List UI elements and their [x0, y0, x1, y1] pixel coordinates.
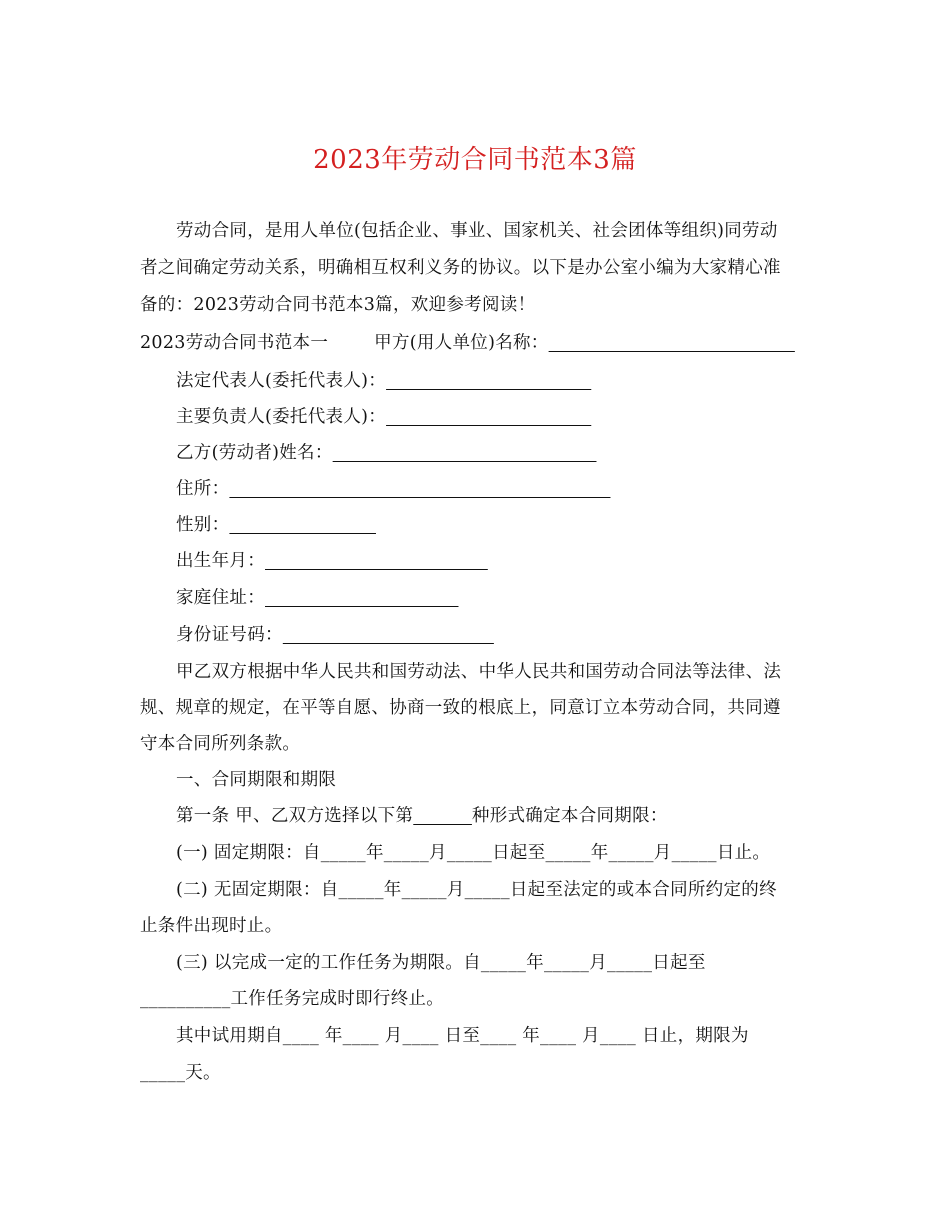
agreement-line: 规、规章的规定，在平等自愿、协商一致的根底上，同意订立本劳动合同，共同遵 [140, 698, 781, 718]
article-text: 第一条 甲、乙双方选择以下第 [176, 806, 414, 826]
option-line: (三) 以完成一定的工作任务为期限。自_____年_____月_____日起至 [176, 953, 706, 973]
chapter-heading: 一、合同期限和期限 [176, 770, 337, 790]
form-field [176, 512, 376, 538]
section-heading: 2023劳动合同书范本一 [140, 333, 329, 353]
form-field [176, 622, 494, 648]
field-blank [265, 588, 458, 608]
field-blank [229, 479, 610, 499]
field-blank [386, 371, 591, 391]
option-line: (一) 固定期限：自_____年_____月_____日起至_____年_____月_____日止。 [176, 843, 771, 863]
intro-line: 者之间确定劳动关系，明确相互权利义务的协议。以下是办公室小编为大家精心准 [140, 258, 781, 278]
article-blank [413, 806, 472, 826]
party-a-blank [549, 333, 795, 353]
form-field [176, 585, 458, 611]
field-label: 乙方(劳动者)姓名： [176, 443, 333, 463]
field-label: 家庭住址： [176, 588, 265, 608]
article-text: 种形式确定本合同期限： [471, 806, 668, 826]
probation-line: _____天。 [140, 1063, 221, 1083]
field-blank [265, 551, 488, 571]
field-label: 出生年月： [176, 551, 265, 571]
agreement-line: 甲乙双方根据中华人民共和国劳动法、中华人民共和国劳动合同法等法律、法 [176, 662, 782, 682]
option-line: 止条件出现时止。 [140, 916, 283, 936]
form-field [176, 404, 591, 430]
field-label: 性别： [176, 515, 230, 535]
probation-line: 其中试用期自____ 年____ 月____ 日至____ 年____ 月____ 日止，期限为 [176, 1026, 749, 1046]
option-line: __________工作任务完成时即行终止。 [140, 989, 445, 1009]
article-line [176, 803, 668, 829]
field-label: 住所： [176, 479, 230, 499]
form-field [176, 476, 610, 502]
option-line: (二) 无固定期限：自_____年_____月_____日起至法定的或本合同所约定的终 [176, 880, 777, 900]
field-blank [333, 443, 597, 463]
field-label: 身份证号码： [176, 625, 283, 645]
field-blank [229, 515, 376, 535]
section-heading-line [140, 330, 795, 356]
field-label: 法定代表人(委托代表人)： [176, 371, 387, 391]
field-label: 主要负责人(委托代表人)： [176, 407, 387, 427]
form-field [176, 548, 488, 574]
field-blank [283, 625, 494, 645]
form-field [176, 440, 596, 466]
party-a-label: 甲方(用人单位)名称： [374, 333, 549, 353]
intro-line: 劳动合同，是用人单位(包括企业、事业、国家机关、社会团体等组织)同劳动 [176, 221, 778, 241]
document-title: 2023年劳动合同书范本3篇 [313, 145, 637, 175]
intro-line: 备的：2023劳动合同书范本3篇，欢迎参考阅读！ [140, 295, 536, 315]
agreement-line: 守本合同所列条款。 [140, 734, 301, 754]
field-blank [386, 407, 591, 427]
form-field [176, 368, 591, 394]
